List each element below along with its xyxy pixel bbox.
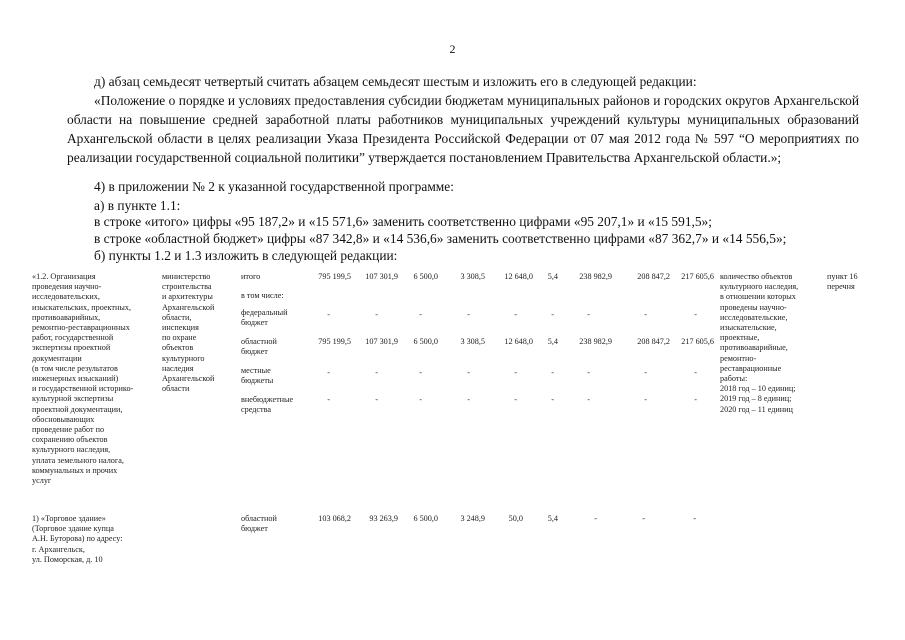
value-cell: 217 605,6: [681, 272, 714, 281]
source-federal: федеральный бюджет: [241, 308, 288, 328]
value-cell: 238 982,9: [579, 272, 612, 281]
value-cell: 217 605,6: [681, 337, 714, 346]
paragraph-regulation: «Положение о порядке и условиях предоставления субсидии бюджетам муниципальных районов и городских округов Архангельской области на повышение средней заработной платы работников муниципальных учреждений культуры муниципальных образований Архангельской области в целях реализации Указа Президента Российской Федерации от 07 мая 2012 года № 597 “О мероприятиях по реализации государственной социальной политики” утверждается постановлением Правительства Архангельской области.»;: [67, 93, 859, 165]
value-cell: -: [587, 395, 590, 404]
value-cell: 6 500,0: [413, 514, 438, 523]
paragraph-a: а) в пункте 1.1:: [94, 198, 181, 213]
source-extra: внебюджетные средства: [241, 395, 294, 415]
page-number: 2: [449, 42, 456, 56]
object-1-source: областной бюджет: [241, 514, 277, 534]
object-1-name: 1) «Торговое здание» (Торговое здание купца А.Н. Буторова) по адресу: г. Архангельск, ул. Поморская, д. 10: [32, 514, 123, 564]
paragraph-b: б) пункты 1.2 и 1.3 изложить в следующей редакции:: [94, 248, 398, 263]
item-1-2-name: «1.2. Организация проведения научно- исследовательских, изыскательских, проектных, противоаварийных, ремонтно-реставрационных работ, государственной экспертизы проектной документации (в том числе результатов инженерных изысканий) и государственной историко- культурной экспертизы проектной документации, обосновывающих проведение работ по сохранению объектов культурного наследия, уплата земельного налога, коммунальных и прочих услуг: [32, 272, 134, 486]
value-cell: -: [419, 310, 422, 319]
item-1-2-link: пункт 16 перечня: [827, 272, 858, 292]
value-cell: -: [514, 395, 517, 404]
value-cell: 208 847,2: [637, 337, 670, 346]
value-cell: -: [694, 310, 697, 319]
value-cell: -: [467, 395, 470, 404]
value-cell: -: [419, 395, 422, 404]
item-1-2-indicator: количество объектов культурного наследия, в отношении которых проведены научно- исследовательские, изыскательские, проектные, противоаварийные, ремонтно- реставрационные работы: 2018 год – 10 единиц; 2019 год – 8 единиц; 2020 год – 11 единиц: [720, 272, 799, 414]
value-cell: -: [587, 368, 590, 377]
value-cell: 93 263,9: [369, 514, 398, 523]
value-cell: 50,0: [508, 514, 523, 523]
value-cell: -: [551, 395, 554, 404]
value-cell: -: [419, 368, 422, 377]
value-cell: 6 500,0: [413, 337, 438, 346]
value-cell: 103 068,2: [318, 514, 351, 523]
value-cell: -: [467, 368, 470, 377]
value-cell: 795 199,5: [318, 272, 351, 281]
source-regional: областной бюджет: [241, 337, 277, 357]
paragraph-4: 4) в приложении № 2 к указанной государственной программе:: [94, 179, 454, 194]
value-cell: 107 301,9: [365, 272, 398, 281]
value-cell: 6 500,0: [413, 272, 438, 281]
value-cell: 12 648,0: [504, 337, 533, 346]
value-cell: -: [587, 310, 590, 319]
value-cell: -: [467, 310, 470, 319]
value-cell: -: [327, 310, 330, 319]
value-cell: 3 248,9: [460, 514, 485, 523]
item-1-2-executor: министерство строительства и архитектуры Архангельской области, инспекция по охране объектов культурного наследия Архангельской области: [162, 272, 215, 394]
value-cell: -: [594, 514, 597, 523]
value-cell: -: [644, 310, 647, 319]
source-total: итого: [241, 272, 261, 281]
value-cell: -: [327, 368, 330, 377]
value-cell: 208 847,2: [637, 272, 670, 281]
value-cell: -: [642, 514, 645, 523]
value-cell: -: [551, 310, 554, 319]
value-cell: 12 648,0: [504, 272, 533, 281]
value-cell: 107 301,9: [365, 337, 398, 346]
value-cell: -: [694, 395, 697, 404]
source-local: местные бюджеты: [241, 366, 274, 386]
paragraph-total-row: в строке «итого» цифры «95 187,2» и «15 571,6» заменить соответственно цифрами «95 207,1» и «15 591,5»;: [94, 214, 712, 229]
value-cell: -: [693, 514, 696, 523]
value-cell: 5,4: [547, 514, 558, 523]
paragraph-d: д) абзац семьдесят четвертый считать абзацем семьдесят шестым и изложить его в следующей редакции:: [94, 74, 697, 89]
source-including: в том числе:: [241, 291, 284, 300]
value-cell: -: [644, 368, 647, 377]
paragraph-regional-row: в строке «областной бюджет» цифры «87 342,8» и «14 536,6» заменить соответственно цифрами «87 362,7» и «14 556,5»;: [94, 231, 787, 246]
value-cell: -: [644, 395, 647, 404]
value-cell: 5,4: [547, 272, 558, 281]
value-cell: -: [375, 310, 378, 319]
value-cell: -: [375, 395, 378, 404]
value-cell: -: [694, 368, 697, 377]
value-cell: 3 308,5: [460, 337, 485, 346]
value-cell: 5,4: [547, 337, 558, 346]
value-cell: -: [327, 395, 330, 404]
value-cell: -: [514, 310, 517, 319]
value-cell: -: [375, 368, 378, 377]
value-cell: 3 308,5: [460, 272, 485, 281]
value-cell: 238 982,9: [579, 337, 612, 346]
value-cell: -: [514, 368, 517, 377]
value-cell: 795 199,5: [318, 337, 351, 346]
value-cell: -: [551, 368, 554, 377]
